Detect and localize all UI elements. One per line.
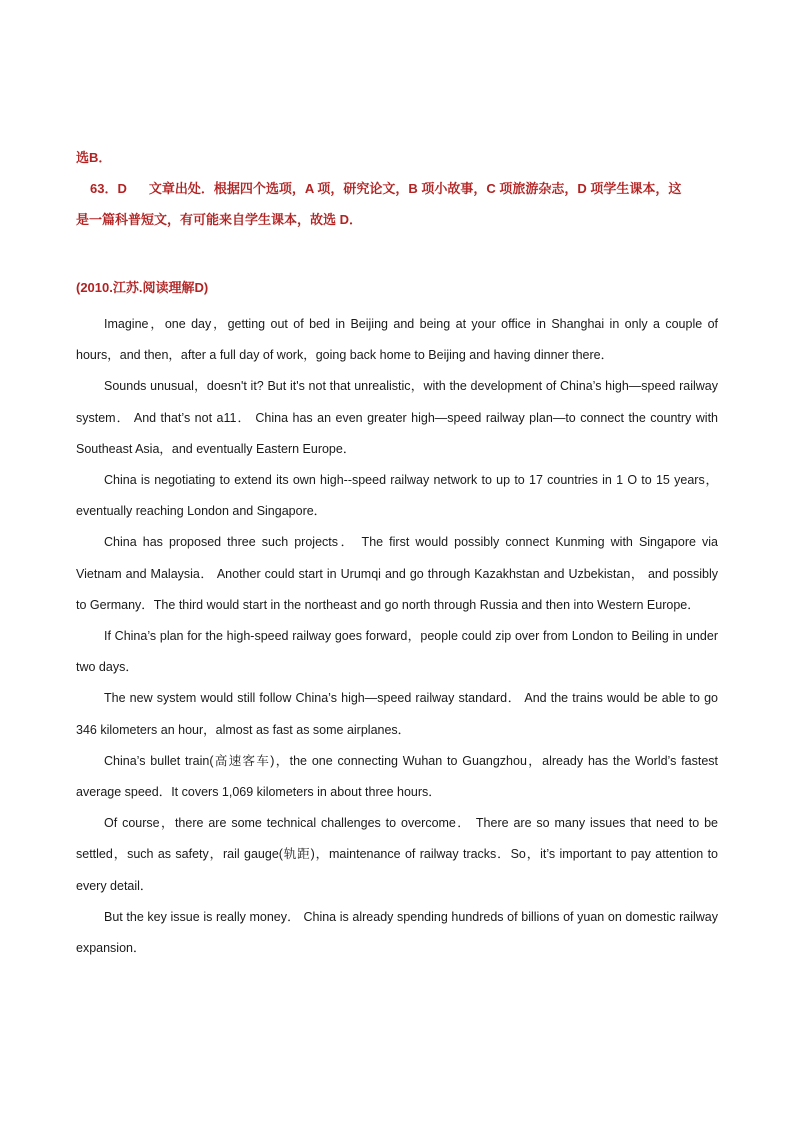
paragraph: Imagine，one day，getting out of bed in Beijing and being at your office in Shanghai in only a couple of hours，and then，after a full day of work，going back home to Beijing and having dinner there．: [76, 317, 718, 363]
paragraph: China has proposed three such projects． The first would possibly connect Kunming with Singapore via Vietnam and Malaysia． Another could start in Urumqi and go through Kazakhstan and Uzbekistan， and possibly to Germany．The third would start in the northeast and go north through Russia and then into Western Europe．: [76, 535, 718, 612]
paragraph: China is negotiating to extend its own high--speed railway network to up to 17 countries in 1 O to 15 years，eventually reaching London and Singapore．: [76, 473, 718, 519]
previous-answer-text: 选B．: [76, 150, 112, 165]
section-heading: (2010.江苏.阅读理解D): [76, 280, 209, 295]
answer-63-number: 63．D: [90, 181, 127, 196]
paragraph: If China’s plan for the high-speed railway goes forward，people could zip over from London to Beiling in under two days．: [76, 629, 718, 675]
paragraph: China’s bullet train(高速客车)，the one connecting Wuhan to Guangzhou，already has the World’s fastest average speed．It covers 1,069 kilometers in about three hours．: [76, 753, 718, 800]
paragraph: Of course，there are some technical challenges to overcome． There are so many issues that need to be settled，such as safety，rail gauge(轨距)，maintenance of railway tracks．So，it’s important to pay attention to every detail．: [76, 816, 718, 893]
paragraph: Sounds unusual，doesn't it? But it's not that unrealistic，with the development of China’s high—speed railway system． And that’s not a11． China has an even greater high—speed railway plan—to connect the country with Southeast Asia，and eventually Eastern Europe．: [76, 379, 718, 456]
paragraph: The new system would still follow China’s high—speed railway standard． And the trains would be able to go 346 kilometers an hour，almost as fast as some airplanes．: [76, 691, 718, 737]
reading-passage: [76, 309, 718, 964]
answer-63-explanation-line1: 文章出处．根据四个选项，A 项，研究论文，B 项小故事，C 项旅游杂志，D 项学生课本，这: [148, 181, 682, 196]
answer-63-explanation-line2: 是一篇科普短文，有可能来自学生课本，故选 D．: [76, 212, 363, 227]
paragraph: But the key issue is really money． China is already spending hundreds of billions of yuan on domestic railway expansion．: [76, 909, 718, 956]
answer-63: [76, 173, 718, 235]
previous-answer-end: [76, 142, 718, 173]
